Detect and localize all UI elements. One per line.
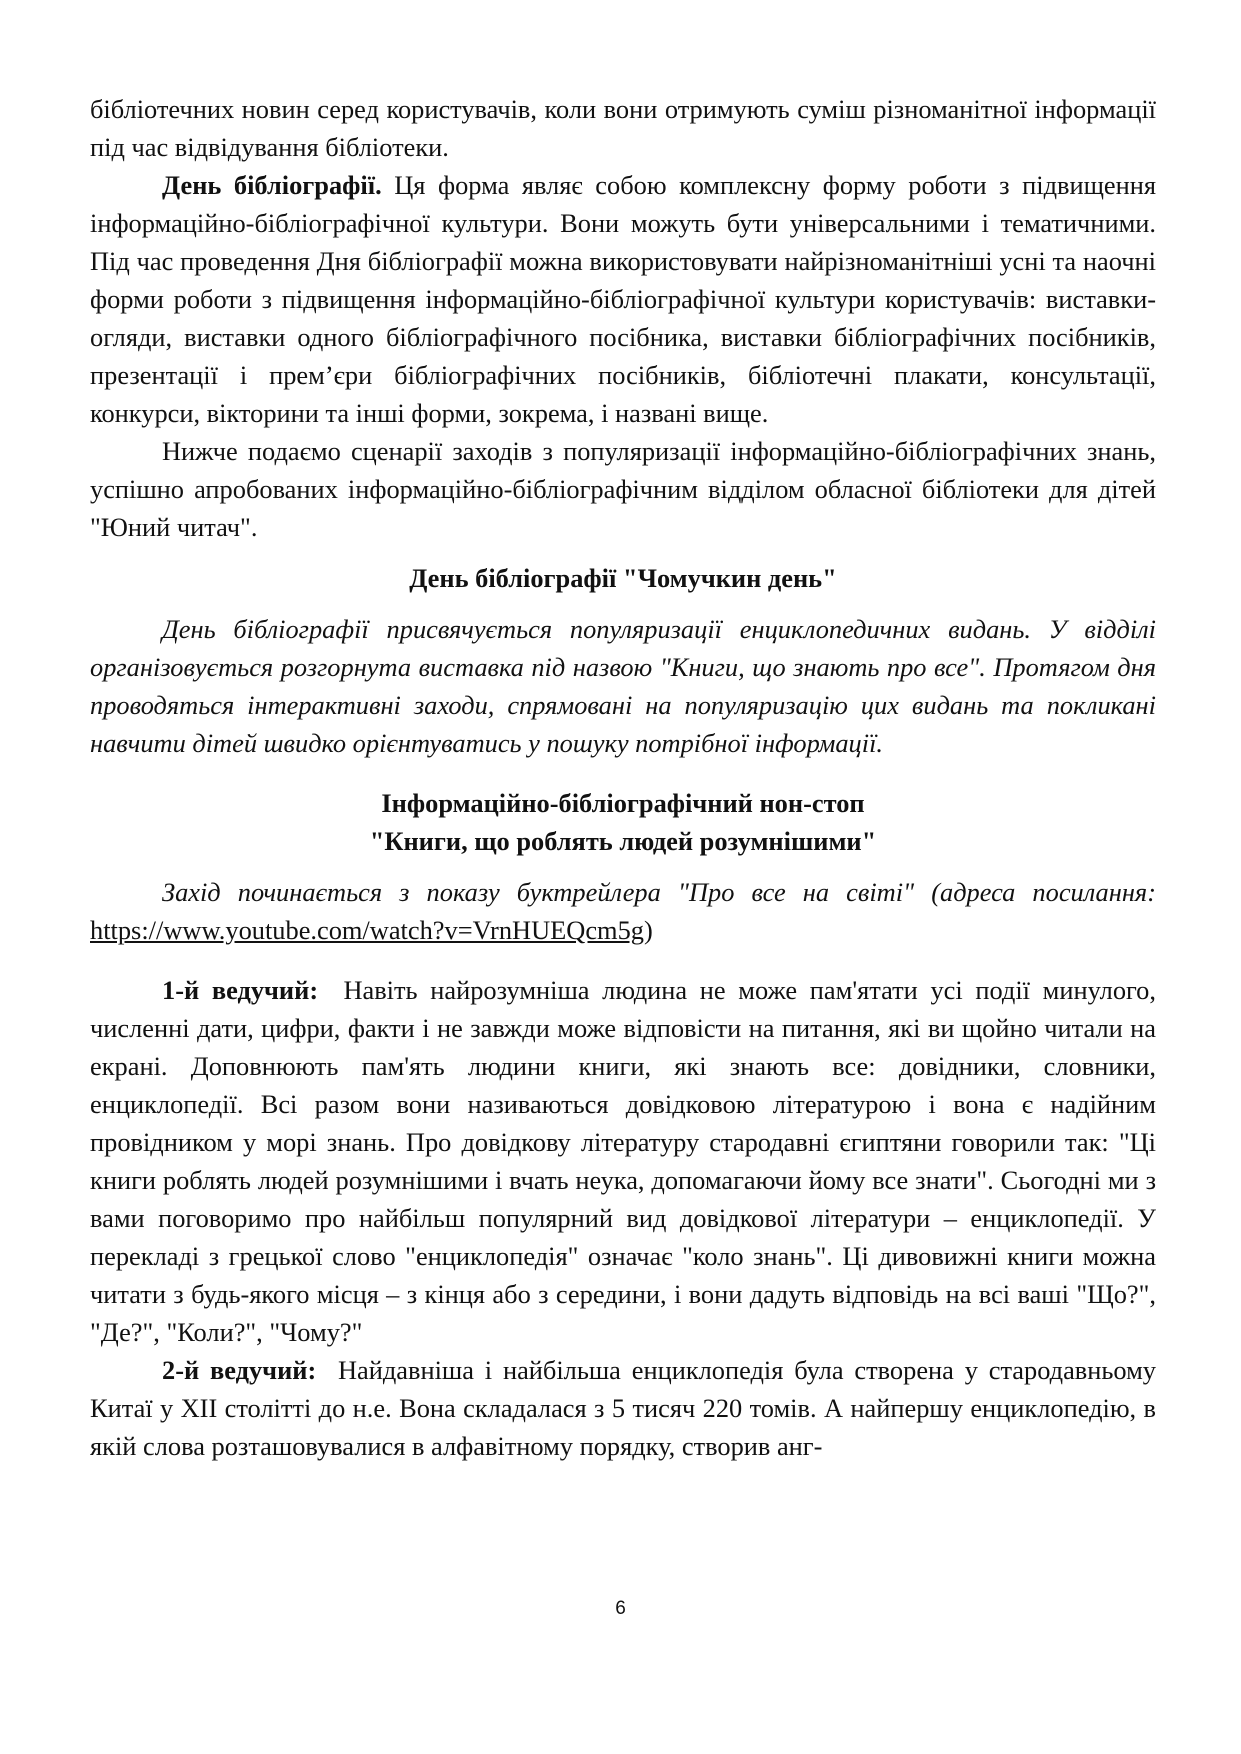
paragraph-speaker-1 — [90, 971, 1163, 1351]
paragraph-bibliography-day-text: Ця форма являє собою комплексну форму роботи з підвищення інформаційно-бібліографічної культури. Вони можуть бути універсальними і тематичними. Під час проведення Дня бібліографії можна використовувати найрізноманітніші усні та наочні форми роботи з підвищення інформаційно-бібліографічної культури користувачів: виставки-огляди, виставки одного бібліографічного посібника, виставки бібліографічних посібників, презентації і прем’єри бібліографічних посібників, бібліотечні плакати, консультації, конкурси, вікторини та інші форми, зокрема, і названі вище. — [90, 170, 1156, 428]
speaker-2-text: Найдавніша і найбільша енциклопедія була створена у стародавньому Китаї у XII столітті до н.е. Вона складалася з 5 тисяч 220 томів. А найпершу енциклопедію, в якій слова розташовувалися в алфавітному порядку, створив анг- — [90, 1355, 1163, 1461]
document-page — [90, 90, 1163, 1465]
booktrailer-close-paren: ) — [643, 915, 653, 945]
paragraph-chomuchkyn-description: День бібліографії присвячується популяризації енциклопедичних видань. У відділі організовується розгорнута виставка під назвою "Книги, що знають про все". Протягом дня проводяться інтерактивні заходи, спрямовані на популяризацію цих видань та покликані навчити дітей швидко орієнтуватись у пошуку потрібної інформації. — [90, 614, 1156, 758]
booktrailer-text: Захід починається з показу буктрейлера "Про все на світі" (адреса посилання: — [162, 877, 1156, 907]
youtube-link[interactable]: https://www.youtube.com/watch?v=VrnHUEQcm5g — [90, 915, 644, 945]
page-number: 6 — [615, 1598, 626, 1619]
paragraph-bibliography-day — [90, 166, 1156, 432]
speaker-1-text: Навіть найрозумніша людина не може пам'ятати усі події минулого, численні дати, цифри, факти і не завжди може відповісти на питання, які ви щойно читали на екрані. Доповнюють пам'ять людини книги, які знають все: довідники, словники, енциклопедії. Всі разом вони називаються довідковою літературою і вона є надійним провідником у морі знань. Про довідкову літературу стародавні єгиптяни говорили так: "Ці книги роблять людей розумнішими і вчать неука, допомагаючи йому все знати". Сьогодні ми з вами поговоримо про найбільш популярний вид довідкової літератури – енциклопедії. У перекладі з грецької слово "енциклопедія" означає "коло знань". Ці дивовижні книги можна читати з будь-якого місця – з кінця або з середини, і вони дадуть відповідь на всі ваші "Що?", "Де?", "Коли?", "Чому?" — [90, 975, 1163, 1347]
speaker-1-label: 1-й ведучий: — [162, 975, 319, 1005]
paragraph-intro-continuation: бібліотечних новин серед користувачів, коли вони отримують суміш різноманітної інформації під час відвідування бібліотеки. — [90, 94, 1156, 162]
section-heading-nonstop-line2: "Книги, що роблять людей розумнішими" — [369, 826, 877, 856]
speaker-2-label: 2-й ведучий: — [162, 1355, 317, 1385]
paragraph-speaker-2 — [90, 1351, 1163, 1465]
term-bibliography-day: День бібліографії. — [162, 170, 382, 200]
paragraph-booktrailer — [90, 873, 1156, 949]
paragraph-scenarios-intro: Нижче подаємо сценарії заходів з популяризації інформаційно-бібліографічних знань, успішно апробованих інформаційно-бібліографічним відділом обласної бібліотеки для дітей "Юний читач". — [90, 436, 1156, 542]
section-heading-nonstop-line1: Інформаційно-бібліографічний нон-стоп — [381, 788, 865, 818]
section-heading-chomuchkyn-day: День бібліографії "Чомучкин день" — [409, 563, 837, 593]
